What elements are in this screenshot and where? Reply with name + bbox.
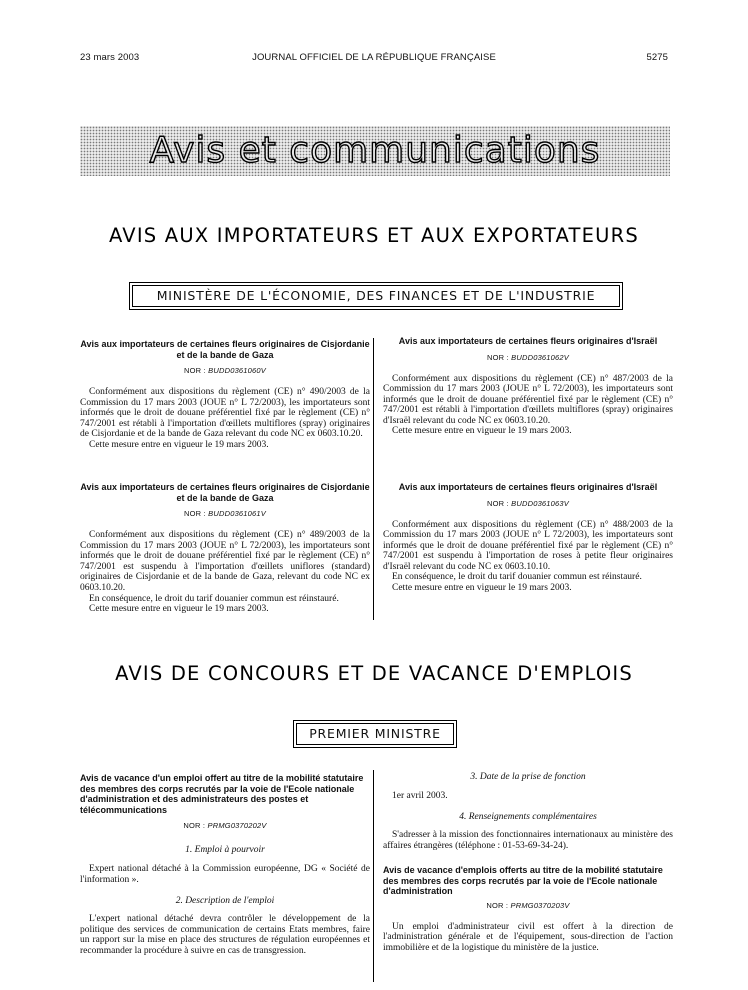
notice-nor: NOR : BUDD0361063V [487,498,569,508]
subsection-paragraph: L'expert national détaché devra contrôler le développement de la politique des services de communication de certains Etats membres, faire un rapport sur la mise en place des structures de régulation européennes et recommander la procédure à suivre en cas de transgression. [80,914,370,956]
notice-paragraph: Cette mesure entre en vigueur le 19 mars 2003. [89,604,269,615]
notice-israel-2 [383,482,673,594]
header-date: 23 mars 2003 [80,52,140,63]
section-title-importateurs: AVIS AUX IMPORTATEURS ET AUX EXPORTATEURS [109,224,639,247]
notice-vacance-emploi [80,773,370,957]
notice-nor: NOR : PRMG0370203V [486,900,570,910]
notice-title: Avis aux importateurs de certaines fleurs originaires d'Israël [398,482,658,492]
notice-paragraph: Conformément aux dispositions du règlement (CE) n° 489/2003 de la Commission du 17 mars 2003 (JOUE n° L 72/2003), les importateurs sont informés que le droit de douane préférentiel fixé par le règlement (CE) n° 747/2001 est suspendu à l'importation d'œillets uniflores (standard) originaires de Cisjordanie et de la bande de Gaza, relevant du code NC ex 0603.10.20. [80,530,370,593]
notice-paragraph: Conformément aux dispositions du règlement (CE) n° 490/2003 de la Commission du 17 mars 2003 (JOUE n° L 72/2003), les importateurs sont informés que le droit de douane préférentiel fixé par le règlement (CE) n° 747/2001 est rétabli à l'importation d'œillets multiflores (spray) originaires de Cisjordanie et de la bande de Gaza relevant du code NC ex 0603.10.20. [80,387,370,440]
notice-cisjordanie-2 [80,482,370,615]
subsection-heading: 4. Renseignements complémentaires [459,812,597,822]
notice-paragraph: En conséquence, le droit du tarif douanier commun est réinstauré. [89,593,339,604]
notice-title: Avis aux importateurs de certaines fleurs originaires de Cisjordanie et de la bande de Gaza [80,482,370,503]
subsection-paragraph: 1er avril 2003. [392,791,448,801]
subsection-heading: 1. Emploi à pourvoir [185,845,265,855]
notice-israel-1 [383,336,673,437]
notice-title: Avis de vacance d'emplois offerts au titre de la mobilité statutaire des membres des corps recrutés par la voie de l'Ecole nationale d'administration [383,865,663,897]
notice-cisjordanie-1 [80,339,370,451]
header-journal-title: JOURNAL OFFICIEL DE LA RÉPUBLIQUE FRANÇAISE [252,52,496,63]
notice-title: Avis aux importateurs de certaines fleurs originaires de Cisjordanie et de la bande de Gaza [80,339,370,360]
notice-paragraph: Conformément aux dispositions du règlement (CE) n° 488/2003 de la Commission du 17 mars 2003 (JOUE n° L 72/2003), les importateurs sont informés que le droit de douane préférentiel fixé par le règlement (CE) n° 747/2001 est suspendu à l'importation de roses à petite fleur originaires d'Israël relevant du code NC ex 0603.10.10. [383,519,673,572]
column-divider [373,338,374,620]
notice-vacance-suite [383,772,673,953]
subsection-heading: 2. Description de l'emploi [175,896,275,907]
header-page-number: 5275 [646,52,668,63]
section-title-concours: AVIS DE CONCOURS ET DE VACANCE D'EMPLOIS [115,662,633,685]
notice-nor: NOR : BUDD0361060V [184,366,266,375]
notice-nor: NOR : PRMG0370202V [183,821,267,830]
subsection-heading: 3. Date de la prise de fonction [470,772,586,782]
notice-paragraph: Cette mesure entre en vigueur le 19 mars 2003. [89,439,269,450]
subsection-paragraph: Expert national détaché à la Commission européenne, DG « Société de l'information ». [80,864,370,885]
notice-title: Avis aux importateurs de certaines fleurs originaires d'Israël [398,336,658,346]
notice-title: Avis de vacance d'un emploi offert au titre de la mobilité statutaire des membres des corps recrutés par la voie de l'Ecole nationale d'administration et des administrateurs des postes et télécommunications [80,773,364,815]
subsection-paragraph: S'adresser à la mission des fonctionnaires internationaux au ministère des affaires étrangères (téléphone : 01-53-69-34-24). [383,830,673,851]
column-divider [373,770,374,982]
notice-paragraph: Conformément aux dispositions du règlement (CE) n° 487/2003 de la Commission du 17 mars 2003 (JOUE n° L 72/2003), les importateurs sont informés que le droit de douane préférentiel fixé par le règlement (CE) n° 747/2001 est rétabli à l'importation d'œillets multiflores (spray) originaires d'Israël relevant du code NC ex 0603.10.20. [383,373,673,426]
notice-paragraph: En conséquence, le droit du tarif douanier commun est réinstauré. [392,572,642,583]
notice-paragraph: Cette mesure entre en vigueur le 19 mars 2003. [392,583,572,594]
notice-nor: NOR : BUDD0361061V [184,509,266,518]
subsection-paragraph: Un emploi d'administrateur civil est offert à la direction de l'administration générale et de l'équipement, sous-direction de l'action immobilière et de la logistique du ministère de la justice. [383,921,673,953]
notice-nor: NOR : BUDD0361062V [487,352,569,362]
banner-title: Avis et communications [149,130,601,171]
notice-paragraph: Cette mesure entre en vigueur le 19 mars 2003. [392,426,572,437]
banner [80,126,670,176]
ministry-box-premier-ministre: PREMIER MINISTRE [296,723,454,745]
ministry-box-economie: MINISTÈRE DE L'ÉCONOMIE, DES FINANCES ET DE L'INDUSTRIE [132,285,620,307]
